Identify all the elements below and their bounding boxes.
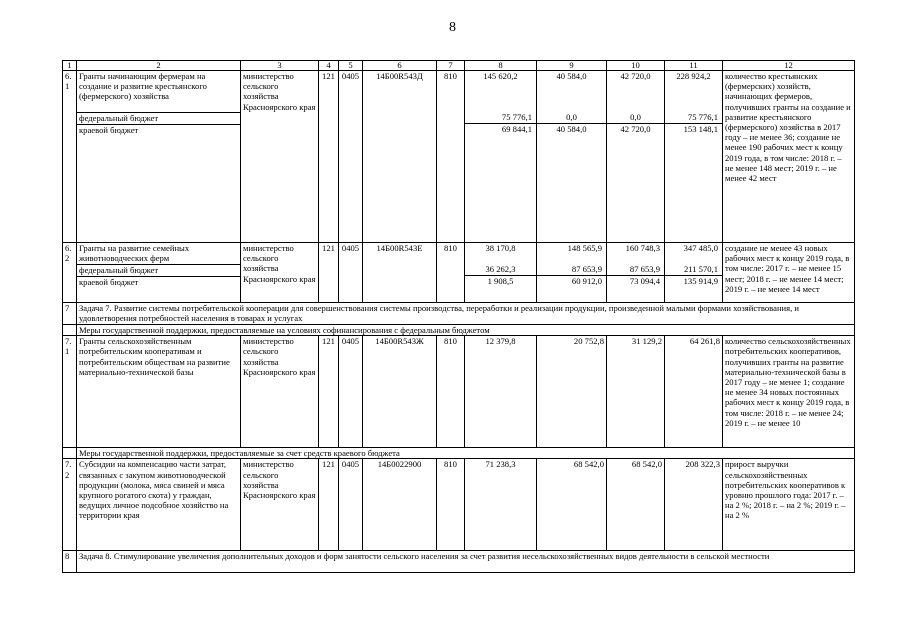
- amount-cell: [607, 243, 665, 303]
- code-grbs: 121: [319, 71, 339, 243]
- table-row: [63, 243, 855, 303]
- header-cell: 1: [63, 61, 77, 71]
- code-target: 14Б00R543Е: [363, 243, 437, 303]
- amount-total: 160 748,3: [625, 243, 660, 253]
- amount-regional: 69 844,1: [501, 124, 532, 134]
- federal-budget-label: федеральный бюджет: [77, 113, 240, 125]
- header-cell: 3: [241, 61, 319, 71]
- amount-federal: 0,0: [607, 112, 664, 124]
- executor: министерство сельского хозяйства Красноярского края: [241, 243, 319, 303]
- amount-cell: [665, 71, 723, 243]
- expected-result: прирост выручки сельскохозяйственных потребительских кооперативов к уровню прошлого года: 2017 г. – на 2 %; 2018 г. – на 2 %; 2019 г. – на 2 %: [723, 459, 855, 551]
- section-heading: Меры государственной поддержки, предоставляемые за счет средств краевого бюджета: [77, 448, 855, 459]
- page-number: 8: [449, 20, 456, 35]
- code-expense: 810: [437, 71, 465, 243]
- code-target: 14Б00R543Ж: [363, 336, 437, 448]
- amount-total: 148 565,9: [567, 243, 602, 253]
- header-cell: 5: [339, 61, 363, 71]
- amount-federal: 211 570,1: [665, 264, 722, 276]
- header-cell: 2: [77, 61, 241, 71]
- amount-total: 145 620,2: [483, 71, 518, 81]
- amount-regional: 73 094,4: [629, 276, 660, 286]
- code-expense: 810: [437, 459, 465, 551]
- empty-cell: [63, 448, 77, 459]
- amount-total: 71 238,3: [465, 459, 537, 551]
- amount-federal: 36 262,3: [465, 264, 536, 276]
- amount-total: 42 720,0: [620, 71, 651, 81]
- federal-budget-label: федеральный бюджет: [77, 265, 240, 277]
- amount-regional: 153 148,1: [683, 124, 718, 134]
- program-table: [62, 60, 855, 573]
- amount-total: 40 584,0: [556, 71, 587, 81]
- amount-total: 20 752,8: [537, 336, 607, 448]
- code-section: 0405: [339, 243, 363, 303]
- amount-total: 208 322,3: [665, 459, 723, 551]
- header-cell: 8: [465, 61, 537, 71]
- section-heading: Меры государственной поддержки, предоставляемые на условиях софинансирования с федеральным бюджетом: [77, 325, 855, 336]
- amount-cell: [465, 243, 537, 303]
- amount-total: 228 924,2: [676, 71, 711, 81]
- header-cell: 12: [723, 61, 855, 71]
- amount-total: 68 542,0: [607, 459, 665, 551]
- amount-federal: 87 653,9: [607, 264, 664, 276]
- measure-cell: [77, 71, 241, 243]
- code-grbs: 121: [319, 243, 339, 303]
- measure-name: Гранты начинающим фермерам на создание и развитие крестьянского (фермерского) хозяйства: [77, 71, 240, 113]
- amount-cell: [465, 71, 537, 243]
- amount-regional: 42 720,0: [620, 124, 651, 134]
- task-number: 7: [63, 303, 77, 325]
- header-cell: 11: [665, 61, 723, 71]
- header-cell: 4: [319, 61, 339, 71]
- task-text: Задача 7. Развитие системы потребительской кооперации для совершенствования системы производства, переработки и реализации продукции, произведенной малыми формами хозяйствования, и удовлетворения потребностей населения в товарах и услугах: [77, 303, 855, 325]
- code-section: 0405: [339, 459, 363, 551]
- amount-total: 347 485,0: [683, 243, 718, 253]
- section-row: [63, 325, 855, 336]
- code-expense: 810: [437, 243, 465, 303]
- task-row: [63, 303, 855, 325]
- table-row: [63, 336, 855, 448]
- header-cell: 10: [607, 61, 665, 71]
- amount-cell: [665, 243, 723, 303]
- measure-name: Гранты сельскохозяйственным потребительским кооперативам и потребительским обществам на развитие материально-технической базы: [77, 336, 241, 448]
- code-expense: 810: [437, 336, 465, 448]
- regional-budget-label: краевой бюджет: [79, 277, 139, 287]
- section-row: [63, 448, 855, 459]
- code-target: 14Б0022900: [363, 459, 437, 551]
- measure-cell: [77, 243, 241, 303]
- amount-cell: [537, 71, 607, 243]
- executor: министерство сельского хозяйства Красноярского края: [241, 71, 319, 243]
- amount-federal: 0,0: [537, 112, 606, 124]
- row-number: 6.2: [63, 243, 77, 303]
- task-text: Задача 8. Стимулирование увеличения дополнительных доходов и форм занятости сельского населения за счет развития несельскохозяйственных видов деятельности в сельской местности: [77, 551, 855, 573]
- code-grbs: 121: [319, 459, 339, 551]
- header-cell: 6: [363, 61, 437, 71]
- code-section: 0405: [339, 71, 363, 243]
- task-row: [63, 551, 855, 573]
- row-number: 6.1: [63, 71, 77, 243]
- empty-cell: [63, 325, 77, 336]
- expected-result: количество сельскохозяйственных потребительских кооперативов, получивших гранты на развитие материально-технической базы в 2017 году – не менее 1; создание не менее 34 новых постоянных рабочих мест к концу 2019 года, в том числе: 2018 г. – не менее 24; 2019 г. – не менее 10: [723, 336, 855, 448]
- amount-federal: 75 776,1: [665, 112, 722, 124]
- amount-total: 68 542,0: [537, 459, 607, 551]
- code-section: 0405: [339, 336, 363, 448]
- header-row: [63, 61, 855, 71]
- header-cell: 7: [437, 61, 465, 71]
- row-number: 7.1: [63, 336, 77, 448]
- amount-total: 31 129,2: [607, 336, 665, 448]
- amount-regional: 60 912,0: [571, 276, 602, 286]
- regional-budget-label: краевой бюджет: [79, 125, 139, 135]
- amount-regional: 1 908,5: [487, 276, 514, 286]
- measure-name: Гранты на развитие семейных животноводческих ферм: [77, 243, 240, 265]
- table-row: [63, 459, 855, 551]
- task-number: 8: [63, 551, 77, 573]
- code-grbs: 121: [319, 336, 339, 448]
- code-target: 14Б00R543Д: [363, 71, 437, 243]
- amount-federal: 75 776,1: [465, 112, 536, 124]
- expected-result: количество крестьянских (фермерских) хозяйств, начинающих фермеров, получивших гранты на создание и развитие крестьянского (фермерского) хозяйства в 2017 году – не менее 36; создание не менее 190 рабочих мест к концу 2019 года, в том числе: 2018 г. – не менее 148 мест; 2019 г. – не менее 42 мест: [723, 71, 855, 243]
- expected-result: создание не менее 43 новых рабочих мест к концу 2019 года, в том числе: 2017 г. – не менее 15 мест; 2018 г. – не менее 14 мест; 2019 г. – не менее 14 мест: [723, 243, 855, 303]
- header-cell: 9: [537, 61, 607, 71]
- amount-total: 12 379,8: [465, 336, 537, 448]
- amount-cell: [607, 71, 665, 243]
- amount-regional: 135 914,9: [683, 276, 718, 286]
- amount-federal: 87 653,9: [537, 264, 606, 276]
- row-number: 7.2: [63, 459, 77, 551]
- amount-cell: [537, 243, 607, 303]
- amount-regional: 40 584,0: [556, 124, 587, 134]
- executor: министерство сельского хозяйства Красноярского края: [241, 336, 319, 448]
- amount-total: 64 261,8: [665, 336, 723, 448]
- amount-total: 38 170,8: [485, 243, 516, 253]
- table-row: [63, 71, 855, 243]
- measure-name: Субсидии на компенсацию части затрат, связанных с закупом животноводческой продукции (молока, мяса свиней и мяса крупного рогатого скота) у граждан, ведущих личное подсобное хозяйство на территории края: [77, 459, 241, 551]
- executor: министерство сельского хозяйства Красноярского края: [241, 459, 319, 551]
